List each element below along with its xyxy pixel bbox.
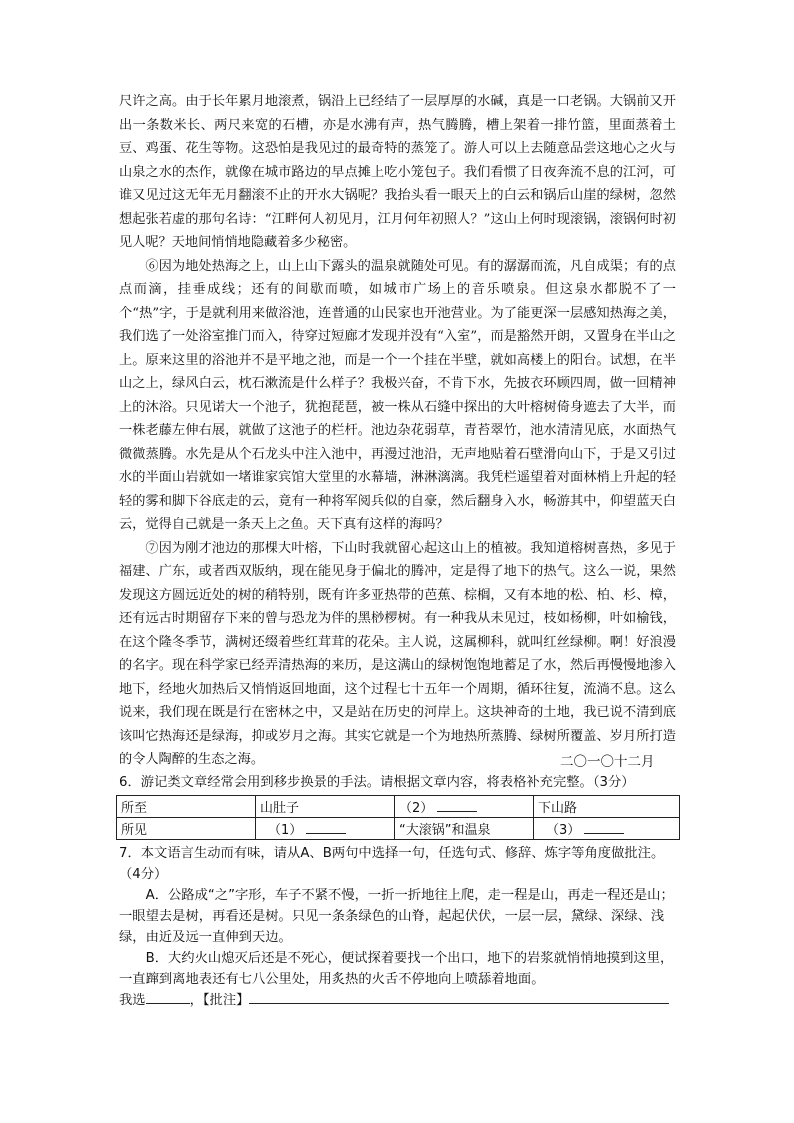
question-7-stem: 7．本文语言生动而有味，请从A、B两句中选择一句，任选句式、修辞、炼字等角度做批注。（4分） (119, 846, 665, 882)
sentence-a: A．公路成“之”字形，车子不紧不慢，一折一折地往上爬，走一程是山，再走一程还是山；一眼望去是树，再看还是树。只见一条条绿色的山脊，起起伏伏，一层一层，黛绿、深绿、浅绿，由近及远一直伸到天边。 (119, 888, 674, 945)
sentence-b: B．大约火山熄灭后还是不死心，便试探着要找一个出口，地下的岩浆就悄悄地摸到这里，一直蹿到离地表还有七八公里处，用炙热的火舌不停地向上喷舔着地面。 (119, 951, 674, 987)
question-6-stem (119, 772, 679, 793)
table-header-cell: 所至 (117, 796, 256, 818)
table-cell: “大滚锅”和温泉 (395, 818, 534, 840)
annotation-label: ，【批注】 (189, 993, 250, 1008)
table-row (117, 818, 680, 840)
passage-paragraph-6: ⑥因为地处热海之上，山上山下露头的温泉就随处可见。有的潺潺而流，凡自成渠；有的点点而滴，挂垂成线；还有的间歇而喷，如城市广场上的音乐喷泉。但这泉水都脱不了一个“热”字，于是就利用来做浴池，连普通的山民家也开池营业。为了能更深一层感知热海之美，我们选了一处浴室推门而入，待穿过短廊才发现并没有“入室”，而是豁然开朗，又置身在半山之上。原来这里的浴池并不是平地之池，而是一个一个挂在半壁，就如高楼上的阳台。试想，在半山之上，绿风白云，枕石漱流是什么样子？我极兴奋，不肯下水，先披衣环顾四周，做一回精神上的沐浴。只见诺大一个池子，犹抱琵琶，被一株从石缝中探出的大叶榕树倚身遮去了大半，而一株老藤左伸右展，就做了这池子的栏杆。池边杂花弱草，青苔翠竹，池水清清见底，水面热气微微蒸腾。水先是从个石龙头中注入池中，再漫过池沿，无声地贴着石壁滑向山下，于是又引过水的半面山岩就如一堵谁家宾馆大堂里的水幕墙，淋淋漓漓。我凭栏遥望着对面林梢上升起的轻轻的雾和脚下谷底走的云，竟有一种将军阅兵似的自豪，然后翻身入水，畅游其中，仰望蓝天白云，觉得自己就是一条天上之鱼。天下真有这样的海吗？ (119, 258, 676, 532)
blank-label: （1） (268, 823, 303, 838)
answer-blank-1[interactable] (306, 821, 346, 834)
table-cell: 山肚子 (256, 796, 395, 818)
answer-prefix: 我选 (119, 993, 146, 1008)
blank-label: （3） (546, 823, 581, 838)
passage-paragraph-7: ⑦因为刚才池边的那棵大叶榕，下山时我就留心起这山上的植被。我知道榕树喜热，多见于福建、广东，或者西双版纳，现在能见身于偏北的腾冲，定是得了地下的热气。这么一说，果然发现这方圆远近处的树的稍特别，既有许多亚热带的芭蕉、棕榈，又有本地的松、柏、杉、樟，还有远古时期留存下来的曾与恐龙为伴的黑桫椤树。有一种我从未见过，枝如杨柳，叶如榆钱，在这个隆冬季节，满树还缀着些红茸茸的花朵。主人说，这属柳科，就叫红丝绿柳。啊！好浪漫的名字。现在科学家已经弄清热海的来历，是这满山的绿树饱饱地蓄足了水，然后再慢慢地渗入地下，经地火加热后又悄悄返回地面，这个过程七十五年一个周期，循环往复，流淌不息。这么说来，我们现在既是行在密林之中，又是站在历史的河岸上。这块神奇的土地，我已说不清到底该叫它热海还是绿海，抑或岁月之海。其实它就是一个为地热所蒸腾、绿树所覆盖、岁月所打造的令人陶醉的生态之海。 (119, 540, 676, 767)
answer-blank-2[interactable] (437, 799, 477, 812)
passage-paragraph-5-continued: 尺许之高。由于长年累月地滚煮，锅沿上已经结了一层厚厚的水碱，真是一口老锅。大锅前又开出一条数米长、两尺来宽的石槽，亦是水沸有声，热气腾腾，槽上架着一排竹篮，里面蒸着土豆、鸡蛋、花生等物。这恐怕是我见过的最奇特的蒸笼了。游人可以上去随意品尝这地心之火与山泉之水的杰作，就像在城市路边的早点摊上吃小笼包子。我们看惯了日夜奔流不息的江河，可谁又见过这无年无月翻滚不止的开水大锅呢？我抬头看一眼天上的白云和锅后山崖的绿树，忽然想起张若虚的那句名诗：“江畔何人初见月，江月何年初照人？”这山上何时现滚锅，滚锅何时初见人呢？天地间悄悄地隐藏着多少秘密。 (119, 94, 676, 250)
choice-blank[interactable] (146, 991, 190, 1004)
table-row (117, 796, 680, 818)
table-cell (534, 818, 680, 840)
blank-label: （2） (399, 801, 434, 816)
answer-blank-3[interactable] (584, 821, 624, 834)
passage-date: 二〇一〇十二月 (560, 754, 655, 770)
passage-body (119, 90, 676, 772)
table-cell: 下山路 (534, 796, 680, 818)
question-7 (119, 843, 679, 1011)
table-header-cell: 所见 (117, 818, 256, 840)
annotation-blank[interactable] (249, 991, 669, 1004)
answer-line (119, 990, 679, 1011)
question-6-text: 6．游记类文章经常会用到移步换景的手法。请根据文章内容，将表格补充完整。（3分） (119, 775, 635, 790)
table-cell (395, 796, 534, 818)
question-6-table (116, 795, 680, 840)
table-cell (256, 818, 395, 840)
